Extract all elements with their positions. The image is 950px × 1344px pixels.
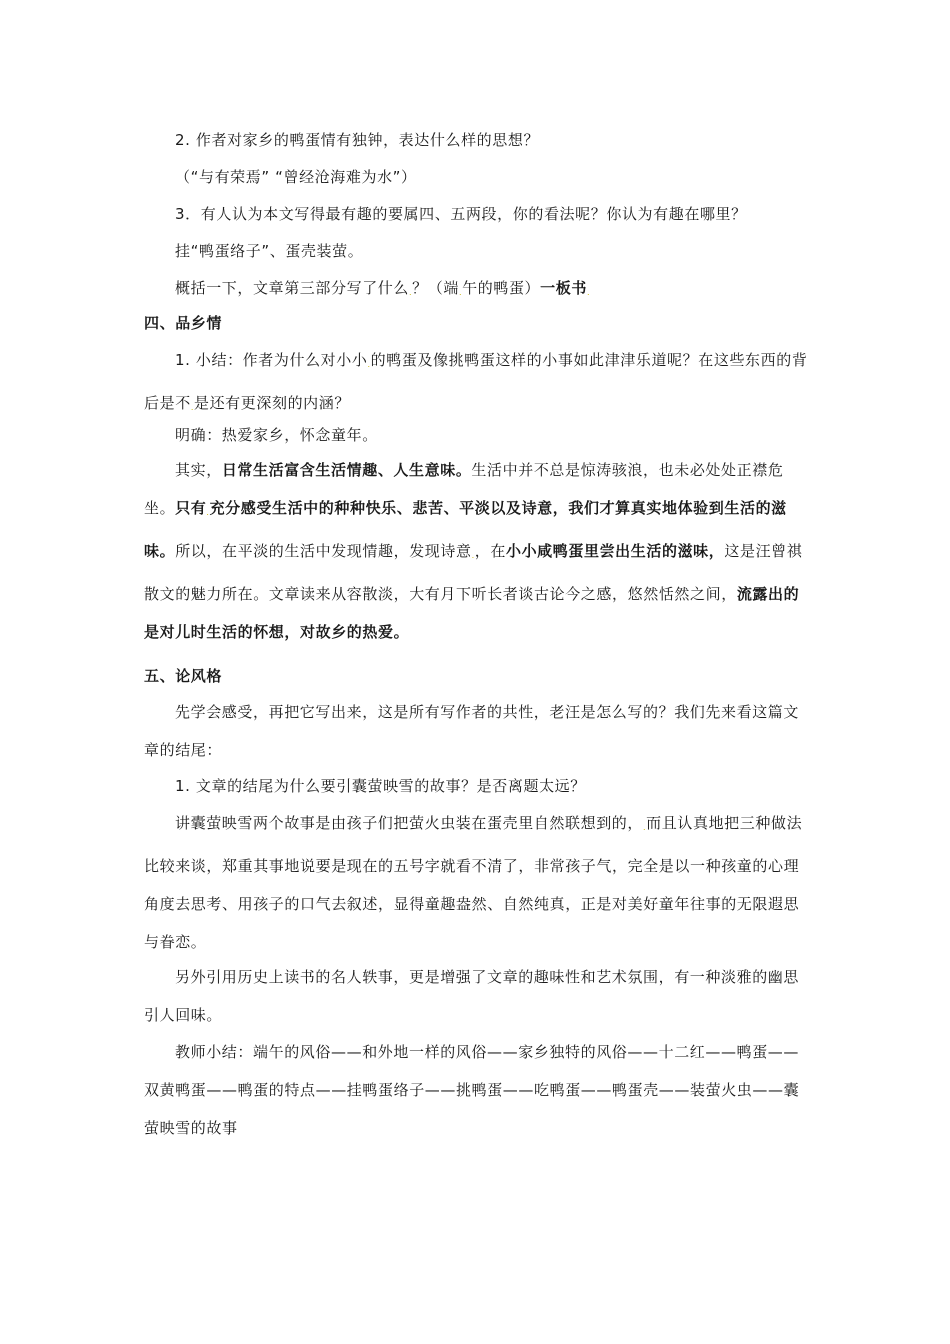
edit-mark: .	[190, 403, 194, 412]
section-4-question-1	[144, 341, 808, 427]
section-4-question-text: 的鸭蛋及像挑鸭蛋这样的小事如此津津乐道呢？在这些东西的背后是不	[144, 351, 808, 412]
paragraph-text: 讲囊萤映雪两个故事是由孩子们把萤火虫装在蛋壳里自然联想到的，	[175, 814, 644, 832]
edit-mark: .	[367, 360, 371, 369]
section-5-paragraph-2: 另外引用历史上读书的名人轶事，更是增强了文章的趣味性和艺术氛围，有一种淡雅的幽思引人回味。	[144, 968, 800, 1024]
section-4-question-text: 是还有更深刻的内涵？	[193, 394, 350, 412]
edit-mark: .	[643, 823, 647, 832]
section-5-question-1: 1. 文章的结尾为什么要引囊萤映雪的故事？是否离题太远？	[175, 777, 586, 795]
section-4-paragraph	[144, 451, 808, 651]
paragraph-bold-text: 只有	[175, 499, 207, 517]
paragraph-bold-text: 充分感受生活中的种种快乐、悲苦、平淡以及诗意，我们才算真实地体验到生活的滋味。	[144, 499, 787, 560]
paragraph-text: 这是汪曾祺散文的魅力所在。文章读来从容散淡，大有月下听长者谈古论今之感，悠然恬然之间，	[144, 542, 803, 603]
edit-mark: .	[458, 288, 463, 297]
paragraph-text: ，在	[474, 542, 506, 560]
paragraph-text: 而且认真地把三种做法比较来谈，郑重其事地说要是现在的五号字就看不清了，非常孩子气，完全是以一种孩童的心理角度去思考、用孩子的口气去叙述，显得童趣盎然、自然纯真，正是对美好童年往事的无限遐思与眷恋。	[144, 814, 803, 951]
question-2: 2. 作者对家乡的鸭蛋情有独钟，表达什么样的思想？	[175, 131, 540, 149]
edit-mark: .	[471, 551, 475, 560]
section-5-heading: 五、论风格	[144, 667, 223, 685]
section-4-heading: 四、品乡情	[144, 314, 223, 332]
section-5-intro: 先学会感受，再把它写出来，这是所有写作者的共性，老汪是怎么写的？我们先来看这篇文章的结尾：	[144, 703, 800, 759]
board-note: 一板书	[540, 279, 587, 297]
section-5-paragraph-1	[144, 804, 808, 961]
paragraph-bold-text: 小小咸鸭蛋里尝出生活的滋味，	[505, 542, 725, 560]
question-3: 3．有人认为本文写得最有趣的要属四、五两段，你的看法呢？你认为有趣在哪里？	[175, 205, 747, 223]
part3-summary-text: 概括一下，文章第三部分写了什么	[175, 279, 410, 297]
paragraph-bold-text: 日常生活富含生活情趣、人生意味。	[221, 461, 472, 479]
question-3-answer: 挂“鸭蛋络子”、蛋壳装萤。	[175, 242, 364, 260]
edit-mark: .	[206, 508, 210, 517]
edit-mark: .	[586, 288, 591, 297]
part3-summary-text: ？（端	[412, 279, 459, 297]
paragraph-text: 生活中并不总是惊涛骇浪，也未必处处正襟危坐。	[144, 461, 784, 517]
teacher-summary: 教师小结：端午的风俗——和外地一样的风俗——家乡独特的风俗——十二红——鸭蛋——双黄鸭蛋——鸭蛋的特点——挂鸭蛋络子——挑鸭蛋——吃鸭蛋——鸭蛋壳——装萤火虫——囊萤映雪的故事	[144, 1043, 800, 1137]
part3-summary-text: 午的鸭蛋）	[462, 279, 541, 297]
paragraph-text: 其实，	[175, 461, 222, 479]
edit-mark: .	[409, 288, 413, 297]
section-4-answer: 明确：热爱家乡，怀念童年。	[175, 426, 378, 444]
paragraph-text: 所以，在平淡的生活中发现情趣，发现诗意	[175, 542, 472, 560]
paragraph-bold-text: 流露出的是对儿时生活的怀想，对故乡的热爱。	[144, 585, 800, 641]
question-2-hint: （“与有荣焉” “曾经沧海难为水”）	[175, 168, 417, 186]
section-4-question-text: 1. 小结：作者为什么对小小	[175, 351, 368, 369]
